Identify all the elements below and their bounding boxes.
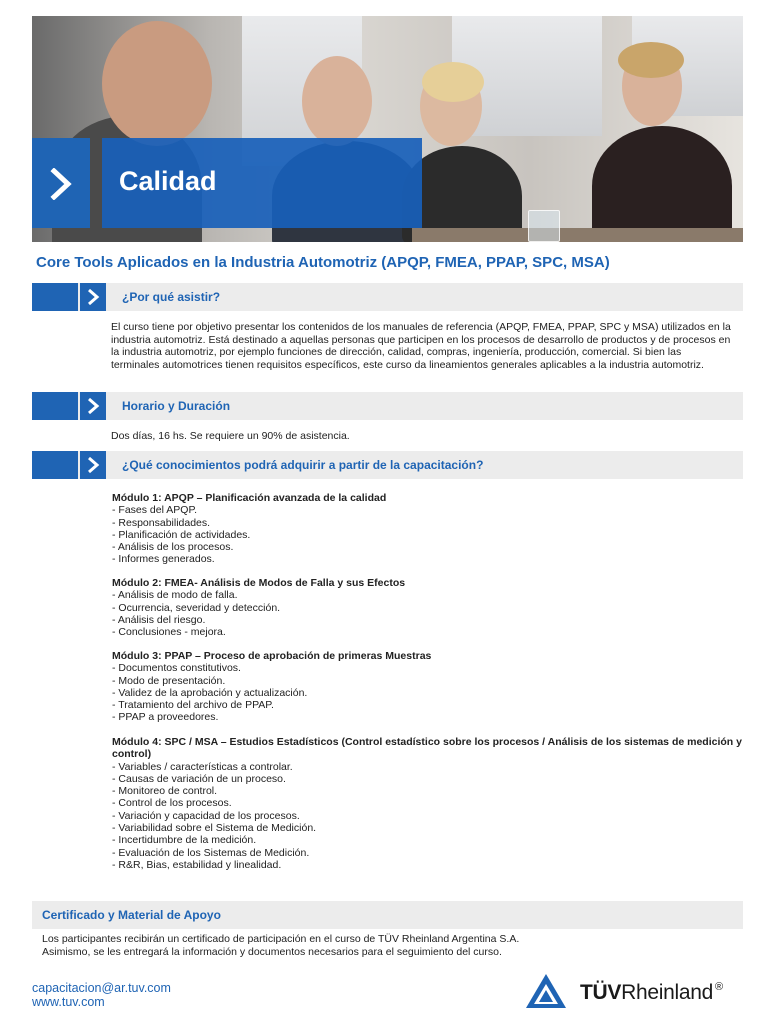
module-4 bbox=[112, 736, 742, 871]
section-header-certificate bbox=[32, 901, 743, 929]
person-head bbox=[102, 21, 212, 146]
section-square bbox=[32, 392, 78, 420]
person-silhouette bbox=[592, 126, 732, 242]
page-title: Calidad bbox=[119, 166, 217, 196]
module-title: Módulo 4: SPC / MSA – Estudios Estadísticos (Control estadístico sobre los procesos / Análisis de los sistemas de medición y control) bbox=[112, 736, 742, 761]
chevron-right-icon bbox=[86, 288, 100, 306]
section-header-why bbox=[32, 283, 743, 311]
course-title: Core Tools Aplicados en la Industria Automotriz (APQP, FMEA, PPAP, SPC, MSA) bbox=[36, 254, 610, 271]
hero-banner bbox=[32, 16, 743, 242]
certificate-line-1: Los participantes recibirán un certificado de participación en el curso de TÜV Rheinland Argentina S.A. bbox=[42, 933, 520, 945]
list-item: - R&R, Bias, estabilidad y linealidad. bbox=[112, 858, 282, 871]
list-item: - Modo de presentación. bbox=[112, 674, 226, 687]
section-chevron bbox=[80, 283, 106, 311]
schedule-text: Dos días, 16 hs. Se requiere un 90% de asistencia. bbox=[111, 430, 350, 442]
logo-wordmark bbox=[580, 981, 723, 1005]
list-item: - PPAP a proveedores. bbox=[112, 711, 219, 724]
tuv-logo bbox=[524, 970, 746, 1010]
list-item: - Variables / características a controlar. bbox=[112, 760, 293, 773]
list-item: - Responsabilidades. bbox=[112, 516, 211, 529]
registered-mark: ® bbox=[714, 981, 723, 993]
list-item: - Análisis del riesgo. bbox=[112, 613, 206, 626]
logo-regular: Rheinland bbox=[621, 981, 713, 1004]
list-item: - Informes generados. bbox=[112, 553, 215, 566]
section-header-schedule bbox=[32, 392, 743, 420]
chevron-right-icon bbox=[86, 456, 100, 474]
section-label: Horario y Duración bbox=[122, 399, 231, 413]
list-item: - Control de los procesos. bbox=[112, 797, 232, 810]
list-item: - Análisis de modo de falla. bbox=[112, 589, 238, 602]
email-link[interactable]: capacitacion@ar.tuv.com bbox=[32, 981, 171, 995]
section-label: Certificado y Material de Apoyo bbox=[42, 908, 221, 922]
website-link[interactable]: www.tuv.com bbox=[32, 995, 105, 1009]
section-chevron bbox=[80, 392, 106, 420]
list-item: - Variabilidad sobre el Sistema de Medición. bbox=[112, 822, 317, 835]
section-label: ¿Por qué asistir? bbox=[122, 290, 221, 304]
section-label: ¿Qué conocimientos podrá adquirir a partir de la capacitación? bbox=[122, 458, 484, 472]
hero-arrow-box bbox=[32, 138, 90, 228]
certificate-text bbox=[42, 933, 732, 958]
section-header-knowledge bbox=[32, 451, 743, 479]
person-hair bbox=[618, 42, 684, 78]
section-square bbox=[32, 451, 78, 479]
list-item: - Incertidumbre de la medición. bbox=[112, 834, 257, 847]
contact-info bbox=[32, 981, 171, 1009]
list-item: - Ocurrencia, severidad y detección. bbox=[112, 601, 281, 614]
list-item: - Documentos constitutivos. bbox=[112, 662, 241, 675]
module-2 bbox=[112, 577, 742, 638]
why-paragraph: El curso tiene por objetivo presentar los contenidos de los manuales de referencia (APQP, FMEA, PPAP, SPC y MSA) utilizados en la industria automotriz. Está destinado a aquellas personas que participen en los procesos de desarrollo de productos y de procesos en la industria automotriz, por ejemplo funciones de dirección, calidad, compras, ingeniería, producción, comercial. Si bien las terminales automotrices tienen requisitos específicos, este curso da lineamientos generales aplicables a la industria automotriz. bbox=[111, 321, 731, 371]
section-chevron bbox=[80, 451, 106, 479]
module-title: Módulo 3: PPAP – Proceso de aprobación de primeras Muestras bbox=[112, 650, 432, 662]
person-head bbox=[302, 56, 372, 146]
section-square bbox=[32, 283, 78, 311]
hero-title-box bbox=[102, 138, 422, 228]
list-item: - Evaluación de los Sistemas de Medición. bbox=[112, 846, 310, 859]
list-item: - Monitoreo de control. bbox=[112, 785, 218, 798]
list-item: - Variación y capacidad de los procesos. bbox=[112, 809, 300, 822]
water-glass bbox=[528, 210, 560, 242]
person-hair bbox=[422, 62, 484, 102]
chevron-right-icon bbox=[48, 168, 76, 200]
module-3 bbox=[112, 650, 742, 724]
module-title: Módulo 2: FMEA- Análisis de Modos de Falla y sus Efectos bbox=[112, 577, 406, 589]
list-item: - Análisis de los procesos. bbox=[112, 541, 234, 554]
list-item: - Conclusiones - mejora. bbox=[112, 626, 226, 639]
triangle-logo-icon bbox=[524, 972, 568, 1010]
chevron-right-icon bbox=[86, 397, 100, 415]
list-item: - Validez de la aprobación y actualización. bbox=[112, 686, 308, 699]
module-1 bbox=[112, 492, 742, 566]
meeting-table bbox=[412, 228, 743, 242]
list-item: - Tratamiento del archivo de PPAP. bbox=[112, 699, 274, 712]
list-item: - Fases del APQP. bbox=[112, 504, 198, 517]
certificate-line-2: Asimismo, se les entregará la información y documentos necesarios para el seguimiento del curso. bbox=[42, 945, 502, 958]
list-item: - Causas de variación de un proceso. bbox=[112, 772, 286, 785]
list-item: - Planificación de actividades. bbox=[112, 528, 251, 541]
module-title: Módulo 1: APQP – Planificación avanzada de la calidad bbox=[112, 492, 387, 504]
logo-bold: TÜV bbox=[580, 981, 622, 1004]
